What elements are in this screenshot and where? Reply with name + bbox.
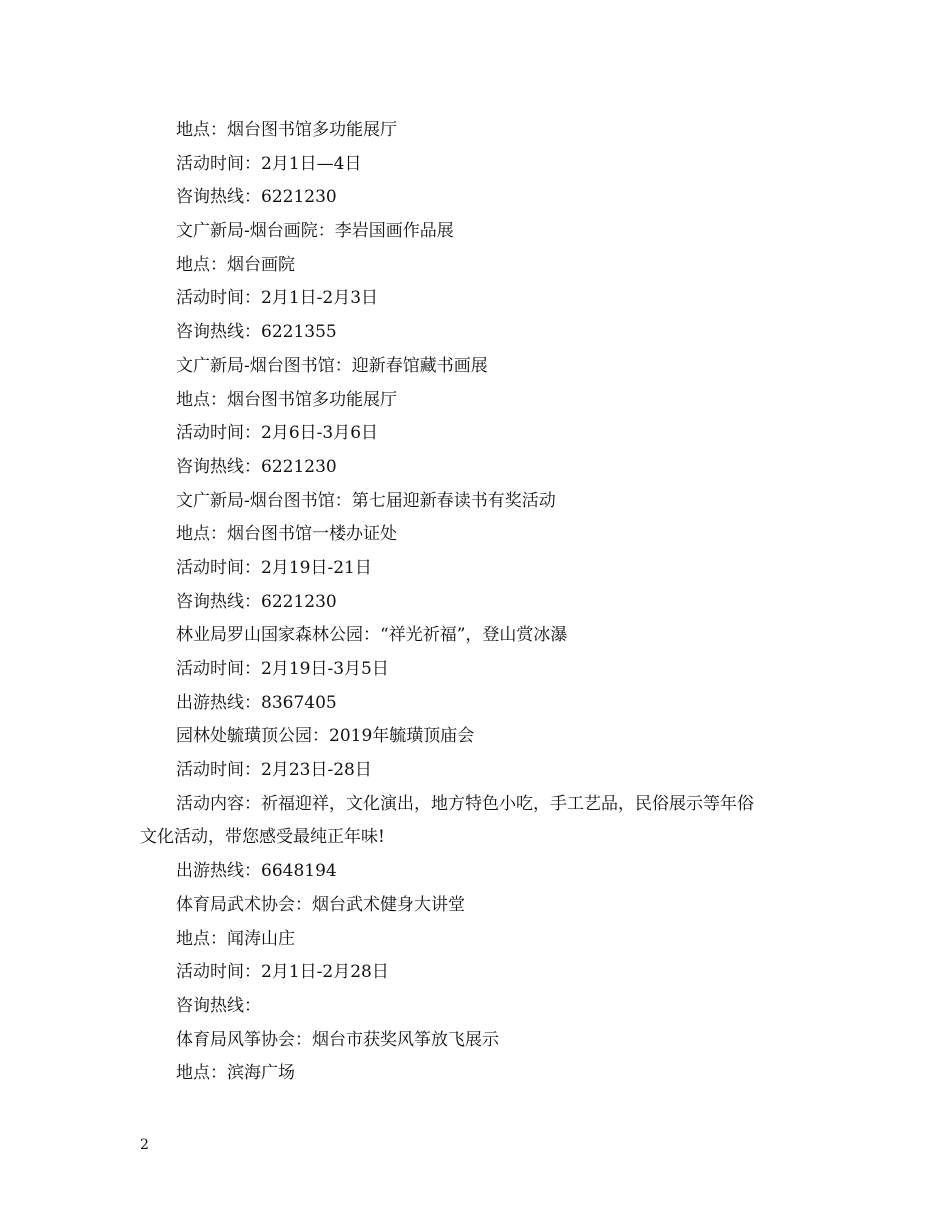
- text-line: 咨询热线：6221230: [176, 456, 337, 477]
- text-line: 活动时间：2月19日-21日: [176, 557, 372, 578]
- text-line: 活动时间：2月1日-2月28日: [176, 962, 389, 983]
- text-line: 文广新局-烟台图书馆：第七届迎新春读书有奖活动: [176, 490, 556, 511]
- text-line: 活动内容：祈福迎祥，文化演出，地方特色小吃，手工艺品，民俗展示等年俗: [176, 793, 754, 814]
- text-line: 体育局武术协会：烟台武术健身大讲堂: [176, 894, 465, 915]
- text-line: 林业局罗山国家森林公园：“祥光祈福”，登山赏冰瀑: [176, 625, 568, 646]
- text-line: 地点：烟台图书馆多功能展厅: [176, 389, 397, 410]
- text-line: 活动时间：2月23日-28日: [176, 760, 372, 781]
- text-line: 活动时间：2月19日-3月5日: [176, 659, 389, 679]
- text-line: 出游热线：6648194: [176, 861, 337, 882]
- page-body: [140, 114, 820, 1091]
- text-line: 咨询热线：6221230: [176, 591, 337, 612]
- text-line: 体育局风筝协会：烟台市获奖风筝放飞展示: [176, 1029, 499, 1050]
- page-number: 2: [140, 1137, 149, 1153]
- text-line: 活动时间：2月1日—4日: [176, 153, 362, 174]
- text-line: 活动时间：2月1日-2月3日: [176, 288, 379, 309]
- text-line: 出游热线：8367405: [176, 692, 337, 713]
- text-line: 咨询热线：6221355: [176, 322, 337, 343]
- text-line: 咨询热线：: [176, 995, 261, 1016]
- text-line: 地点：滨海广场: [176, 1063, 295, 1084]
- text-line: 咨询热线：6221230: [176, 187, 337, 208]
- text-line: 地点：烟台图书馆多功能展厅: [176, 120, 397, 140]
- text-line: 园林处毓璜顶公园：2019年毓璜顶庙会: [176, 726, 475, 747]
- text-line: 地点：烟台画院: [176, 254, 295, 275]
- text-line: 活动时间：2月6日-3月6日: [176, 423, 379, 444]
- text-line: 文广新局-烟台图书馆：迎新春馆藏书画展: [176, 355, 488, 376]
- text-line-continuation: 文化活动，带您感受最纯正年味!: [140, 827, 385, 848]
- text-line: 地点：闻涛山庄: [176, 928, 295, 949]
- text-line: 文广新局-烟台画院：李岩国画作品展: [176, 221, 454, 242]
- text-line: 地点：烟台图书馆一楼办证处: [176, 524, 397, 545]
